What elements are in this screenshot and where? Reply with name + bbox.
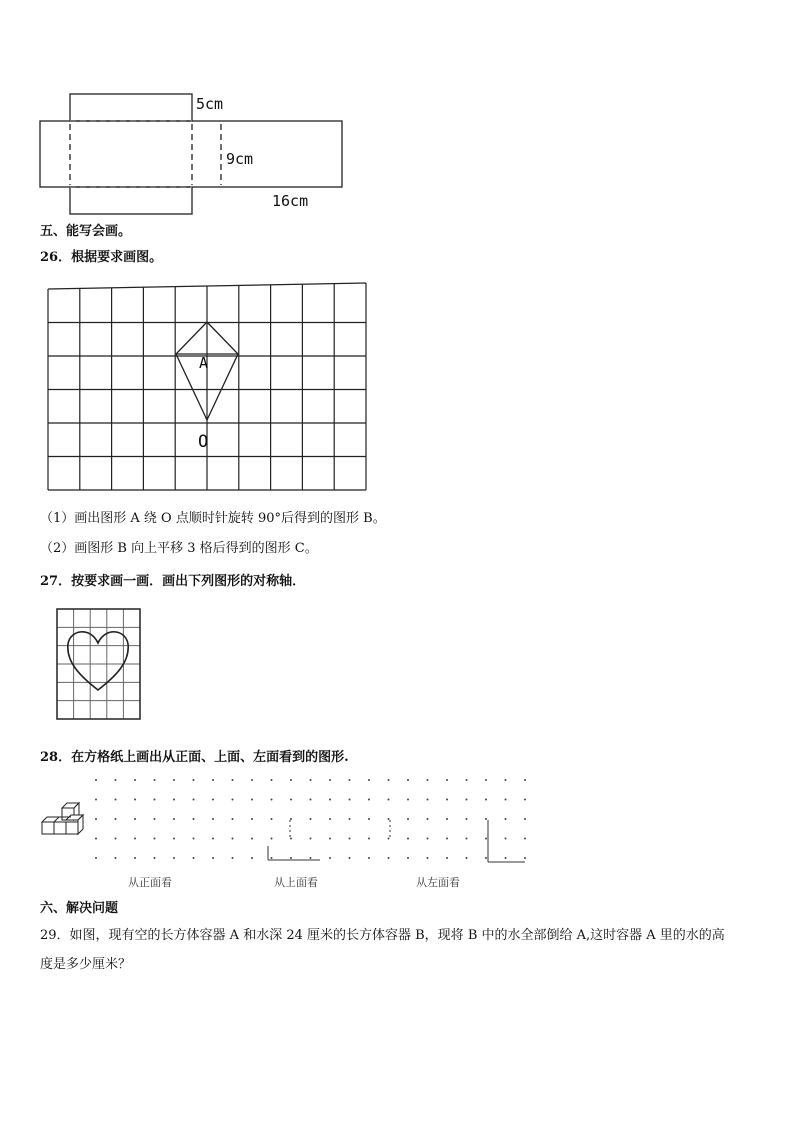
grid-dot bbox=[329, 799, 331, 801]
grid-dot bbox=[212, 799, 214, 801]
grid-dot bbox=[232, 818, 234, 820]
net-label-side: 9cm bbox=[226, 150, 254, 168]
question-text: 度是多少厘米？ bbox=[40, 957, 132, 972]
grid-dot bbox=[115, 779, 117, 781]
grid-dot bbox=[251, 857, 253, 859]
grid-dot bbox=[154, 779, 156, 781]
grid-dot bbox=[505, 838, 507, 840]
grid-dot bbox=[427, 838, 429, 840]
view-caption-left: 从左面看 bbox=[416, 876, 460, 889]
grid-dot bbox=[505, 818, 507, 820]
grid-dot bbox=[134, 818, 136, 820]
grid-dot bbox=[485, 838, 487, 840]
grid-dot bbox=[407, 857, 409, 859]
grid-dot bbox=[271, 799, 273, 801]
grid-dot bbox=[232, 779, 234, 781]
grid-dot bbox=[310, 838, 312, 840]
grid-dot bbox=[505, 857, 507, 859]
grid-dot bbox=[290, 838, 292, 840]
grid-dot bbox=[466, 818, 468, 820]
grid-dot bbox=[466, 857, 468, 859]
grid-dot bbox=[407, 779, 409, 781]
grid-dot bbox=[115, 799, 117, 801]
grid-dot bbox=[271, 838, 273, 840]
grid-dot bbox=[485, 799, 487, 801]
grid-dot bbox=[95, 779, 97, 781]
grid-dot bbox=[524, 857, 526, 859]
grid-dot bbox=[212, 838, 214, 840]
grid-dot bbox=[310, 799, 312, 801]
grid-dot bbox=[349, 857, 351, 859]
grid-dot bbox=[134, 857, 136, 859]
grid-dot bbox=[310, 779, 312, 781]
grid-dot bbox=[349, 799, 351, 801]
grid-dot bbox=[251, 838, 253, 840]
grid-dot bbox=[368, 779, 370, 781]
grid-dot bbox=[115, 838, 117, 840]
grid-dot bbox=[193, 838, 195, 840]
question-text: 29．如图，现有空的长方体容器 A 和水深 24 厘米的长方体容器 B，现将 B 中的水全部倒给 A,这时容器 A 里的水的高 bbox=[40, 928, 725, 943]
question-title: 26．根据要求画图。 bbox=[40, 250, 163, 265]
section-heading: 六、解决问题 bbox=[40, 901, 119, 916]
grid-dot bbox=[232, 838, 234, 840]
grid-dot bbox=[173, 857, 175, 859]
grid-dot bbox=[290, 818, 292, 820]
grid-dot bbox=[212, 857, 214, 859]
grid-dot bbox=[134, 799, 136, 801]
grid-dot bbox=[232, 857, 234, 859]
grid-dot bbox=[290, 779, 292, 781]
grid-dot bbox=[368, 857, 370, 859]
grid-dot bbox=[95, 838, 97, 840]
grid-label-o: O bbox=[198, 432, 209, 452]
grid-dot bbox=[349, 779, 351, 781]
grid-dot bbox=[154, 857, 156, 859]
grid-dot bbox=[407, 838, 409, 840]
grid-dot bbox=[407, 799, 409, 801]
grid-dot bbox=[115, 818, 117, 820]
section-heading: 五、能写会画。 bbox=[40, 224, 132, 239]
grid-dot bbox=[173, 779, 175, 781]
grid-dot bbox=[290, 857, 292, 859]
grid-dot bbox=[446, 838, 448, 840]
grid-dot bbox=[485, 818, 487, 820]
grid-dot bbox=[524, 818, 526, 820]
grid-dot bbox=[505, 779, 507, 781]
grid-dot bbox=[173, 838, 175, 840]
grid-dot bbox=[427, 799, 429, 801]
grid-dot bbox=[388, 857, 390, 859]
grid-dot bbox=[466, 838, 468, 840]
grid-dot bbox=[329, 857, 331, 859]
grid-dot bbox=[173, 818, 175, 820]
grid-dot bbox=[329, 838, 331, 840]
grid-dot bbox=[349, 838, 351, 840]
grid-dot bbox=[310, 818, 312, 820]
grid-dot bbox=[271, 857, 273, 859]
question-title: 27．按要求画一画．画出下列图形的对称轴． bbox=[40, 574, 306, 589]
grid-dot bbox=[524, 799, 526, 801]
grid-dot bbox=[388, 838, 390, 840]
grid-dot bbox=[251, 799, 253, 801]
grid-dot bbox=[349, 818, 351, 820]
question-title: 28．在方格纸上画出从正面、上面、左面看到的图形. bbox=[40, 750, 349, 765]
grid-dot bbox=[329, 818, 331, 820]
grid-dot bbox=[212, 779, 214, 781]
grid-dot bbox=[134, 838, 136, 840]
grid-dot bbox=[466, 779, 468, 781]
grid-dot bbox=[173, 799, 175, 801]
grid-dot bbox=[193, 818, 195, 820]
grid-dot bbox=[154, 799, 156, 801]
grid-dot bbox=[446, 799, 448, 801]
grid-dot bbox=[388, 779, 390, 781]
grid-dot bbox=[368, 838, 370, 840]
grid-dot bbox=[193, 799, 195, 801]
grid-dot bbox=[388, 799, 390, 801]
grid-dot bbox=[368, 818, 370, 820]
grid-dot bbox=[485, 857, 487, 859]
grid-dot bbox=[388, 818, 390, 820]
grid-dot bbox=[271, 818, 273, 820]
grid-dot bbox=[466, 799, 468, 801]
grid-dot bbox=[193, 857, 195, 859]
grid-dot bbox=[251, 818, 253, 820]
grid-dot bbox=[505, 799, 507, 801]
view-caption-front: 从正面看 bbox=[128, 876, 172, 889]
grid-label-a: A bbox=[199, 354, 209, 372]
grid-dot bbox=[232, 799, 234, 801]
net-label-bottom: 16cm bbox=[272, 192, 309, 210]
grid-dot bbox=[193, 779, 195, 781]
grid-dot bbox=[271, 779, 273, 781]
grid-dot bbox=[251, 779, 253, 781]
grid-dot bbox=[329, 779, 331, 781]
question-part: （2）画图形 B 向上平移 3 格后得到的图形 C。 bbox=[40, 541, 318, 556]
grid-dot bbox=[427, 779, 429, 781]
grid-dot bbox=[524, 779, 526, 781]
view-caption-top: 从上面看 bbox=[274, 876, 318, 889]
grid-dot bbox=[446, 818, 448, 820]
grid-dot bbox=[154, 838, 156, 840]
grid-dot bbox=[446, 857, 448, 859]
grid-dot bbox=[427, 857, 429, 859]
grid-dot bbox=[407, 818, 409, 820]
grid-dot bbox=[95, 857, 97, 859]
grid-dot bbox=[427, 818, 429, 820]
grid-dot bbox=[134, 779, 136, 781]
grid-dot bbox=[95, 818, 97, 820]
net-label-top: 5cm bbox=[196, 95, 224, 113]
grid-dot bbox=[290, 799, 292, 801]
grid-dot bbox=[115, 857, 117, 859]
grid-dot bbox=[154, 818, 156, 820]
grid-dot bbox=[95, 799, 97, 801]
grid-dot bbox=[524, 838, 526, 840]
grid-dot bbox=[485, 779, 487, 781]
grid-dot bbox=[368, 799, 370, 801]
grid-dot bbox=[446, 779, 448, 781]
grid-dot bbox=[212, 818, 214, 820]
question-part: （1）画出图形 A 绕 O 点顺时针旋转 90°后得到的图形 B。 bbox=[40, 511, 386, 526]
grid-dot bbox=[310, 857, 312, 859]
